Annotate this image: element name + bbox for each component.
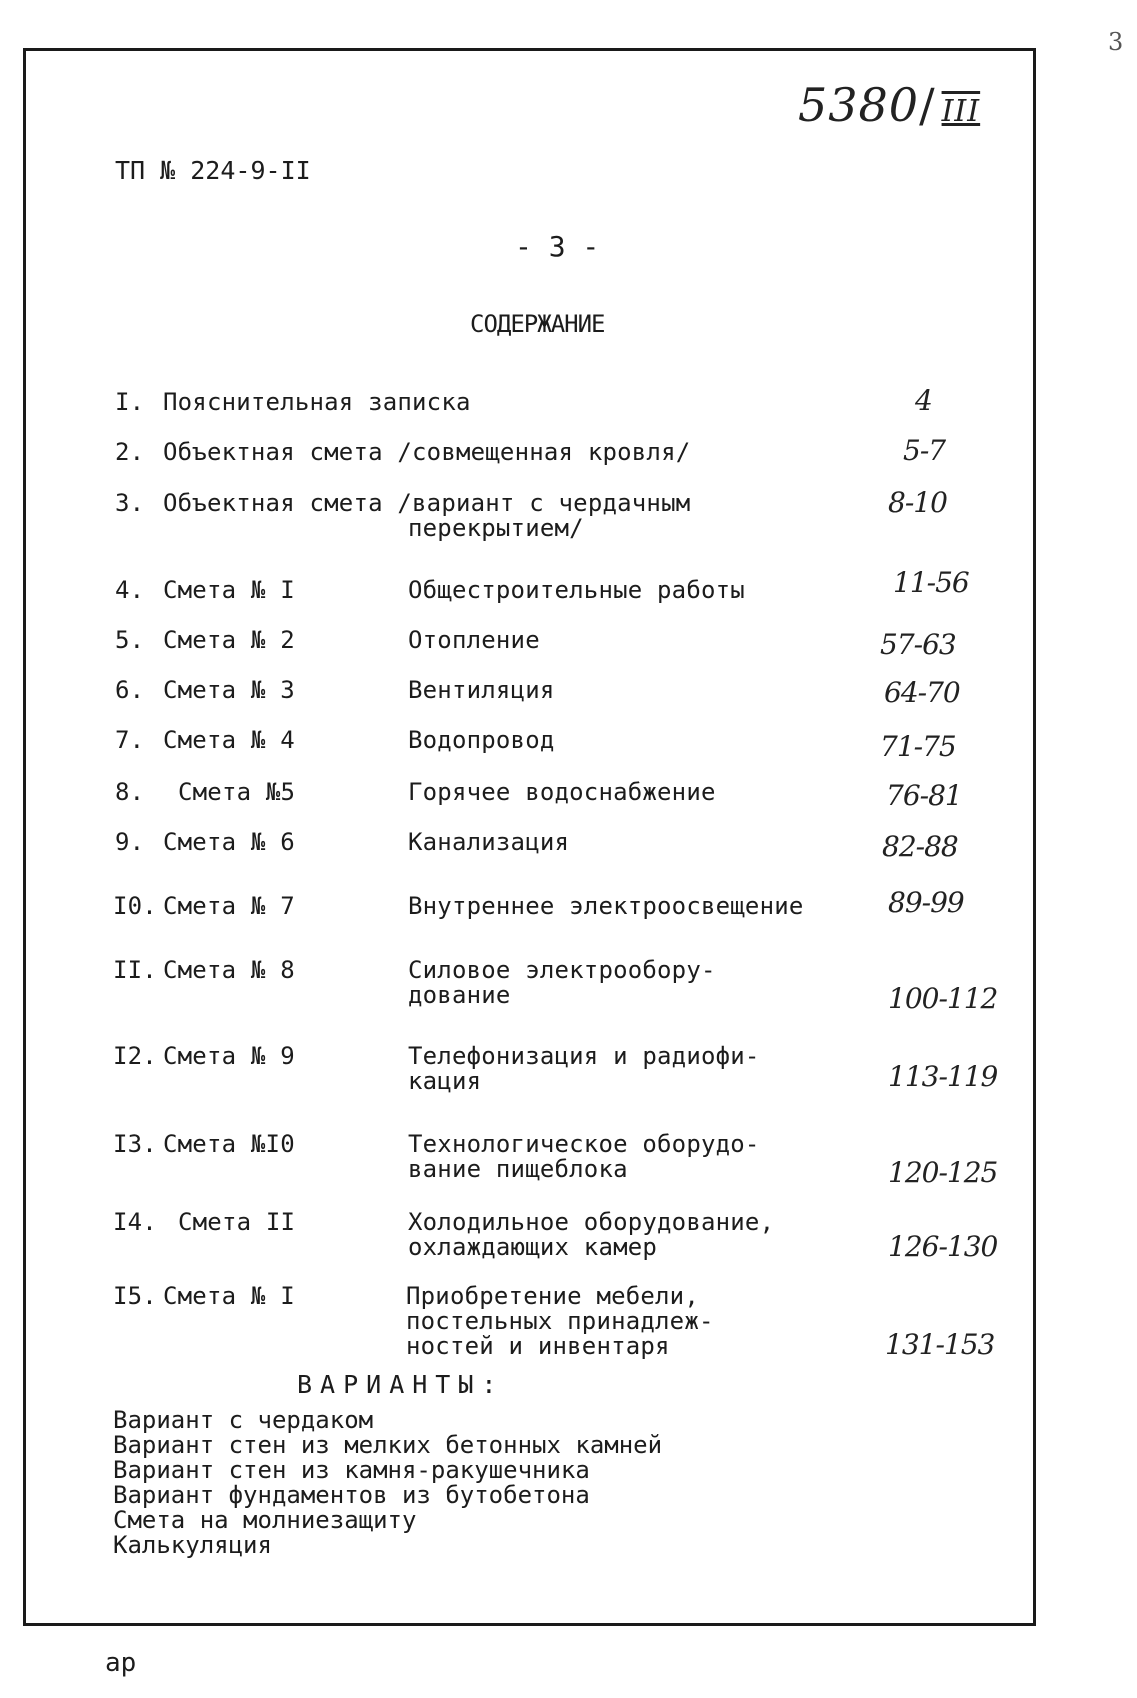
variant-item: Смета на молниезащиту bbox=[113, 1506, 417, 1534]
toc-desc: Вентиляция bbox=[408, 676, 555, 704]
toc-name: Смета № 6 bbox=[163, 828, 295, 856]
toc-name: Смета № 4 bbox=[163, 726, 295, 754]
toc-name: Смета № 7 bbox=[163, 892, 295, 920]
toc-desc: Горячее водоснабжение bbox=[408, 778, 716, 806]
variant-item: Вариант с чердаком bbox=[113, 1406, 374, 1434]
toc-num: 4. bbox=[115, 576, 145, 604]
toc-num: I3. bbox=[113, 1130, 157, 1158]
toc-desc: вание пищеблока bbox=[408, 1155, 628, 1183]
toc-num: 2. bbox=[115, 438, 145, 466]
toc-pages: 100-112 bbox=[888, 982, 998, 1015]
footer-mark: ар bbox=[105, 1648, 137, 1678]
toc-desc: дование bbox=[408, 981, 511, 1009]
doc-code: ТП № 224-9-II bbox=[115, 156, 311, 185]
toc-name: Пояснительная записка bbox=[163, 388, 471, 416]
toc-num: 8. bbox=[115, 778, 145, 806]
stamp-roman: III bbox=[941, 94, 981, 129]
toc-desc: Канализация bbox=[408, 828, 570, 856]
toc-pages: 64-70 bbox=[884, 676, 960, 709]
toc-name: Смета № 9 bbox=[163, 1042, 295, 1070]
toc-name: Смета № 2 bbox=[163, 626, 295, 654]
toc-pages: 57-63 bbox=[880, 628, 956, 661]
toc-name: Смета №I0 bbox=[163, 1130, 295, 1158]
variant-item: Вариант стен из камня-ракушечника bbox=[113, 1456, 590, 1484]
toc-pages: 5-7 bbox=[903, 434, 946, 467]
toc-num: I2. bbox=[113, 1042, 157, 1070]
toc-desc: перекрытием/ bbox=[408, 514, 584, 542]
variant-item: Калькуляция bbox=[113, 1531, 272, 1559]
toc-pages: 126-130 bbox=[888, 1230, 998, 1263]
variant-item: Вариант фундаментов из бутобетона bbox=[113, 1481, 590, 1509]
toc-num: I. bbox=[115, 388, 145, 416]
toc-desc: охлаждающих камер bbox=[408, 1233, 658, 1261]
toc-pages: 8-10 bbox=[888, 486, 947, 519]
archive-stamp: 5380/ III bbox=[798, 78, 981, 132]
toc-num: 3. bbox=[115, 489, 145, 517]
toc-desc: Отопление bbox=[408, 626, 540, 654]
toc-desc: Приобретение мебели, bbox=[406, 1282, 699, 1310]
toc-name: Смета №5 bbox=[178, 778, 296, 806]
toc-name: Объектная смета /совмещенная кровля/ bbox=[163, 438, 691, 466]
toc-desc: кация bbox=[408, 1067, 482, 1095]
toc-desc: постельных принадлеж- bbox=[406, 1307, 714, 1335]
toc-pages: 82-88 bbox=[882, 830, 958, 863]
toc-name: Смета № I bbox=[163, 1282, 295, 1310]
toc-desc: ностей и инвентаря bbox=[406, 1332, 670, 1360]
toc-desc: Технологическое оборудо- bbox=[408, 1130, 760, 1158]
toc-num: 6. bbox=[115, 676, 145, 704]
toc-pages: 89-99 bbox=[888, 886, 964, 919]
toc-name: Смета № 8 bbox=[163, 956, 295, 984]
toc-desc: Общестроительные работы bbox=[408, 576, 745, 604]
toc-name: Объектная смета /вариант с чердачным bbox=[163, 489, 691, 517]
variants-heading: ВАРИАНТЫ: bbox=[297, 1370, 505, 1399]
toc-num: 7. bbox=[115, 726, 145, 754]
toc-num: II. bbox=[113, 956, 157, 984]
toc-num: I5. bbox=[113, 1282, 157, 1310]
toc-num: I0. bbox=[113, 892, 157, 920]
toc-pages: 71-75 bbox=[880, 730, 956, 763]
toc-pages: 131-153 bbox=[885, 1328, 995, 1361]
toc-desc: Внутреннее электроосвещение bbox=[408, 892, 804, 920]
page-number: - 3 - bbox=[515, 230, 600, 263]
variant-item: Вариант стен из мелких бетонных камней bbox=[113, 1431, 663, 1459]
toc-pages: 11-56 bbox=[893, 566, 969, 599]
toc-desc: Водопровод bbox=[408, 726, 555, 754]
toc-num: I4. bbox=[113, 1208, 157, 1236]
toc-pages: 113-119 bbox=[888, 1060, 998, 1093]
toc-pages: 4 bbox=[915, 384, 932, 417]
stamp-number: 5380 bbox=[798, 78, 920, 132]
toc-name: Смета № 3 bbox=[163, 676, 295, 704]
toc-num: 9. bbox=[115, 828, 145, 856]
toc-name: Смета № I bbox=[163, 576, 295, 604]
toc-pages: 76-81 bbox=[886, 779, 962, 812]
toc-pages: 120-125 bbox=[888, 1156, 998, 1189]
toc-desc: Холодильное оборудование, bbox=[408, 1208, 775, 1236]
toc-desc: Силовое электрообору- bbox=[408, 956, 716, 984]
corner-page-number: 3 bbox=[1108, 28, 1124, 56]
toc-name: Смета II bbox=[178, 1208, 296, 1236]
contents-title: СОДЕРЖАНИЕ bbox=[470, 310, 605, 338]
toc-num: 5. bbox=[115, 626, 145, 654]
toc-desc: Телефонизация и радиофи- bbox=[408, 1042, 760, 1070]
